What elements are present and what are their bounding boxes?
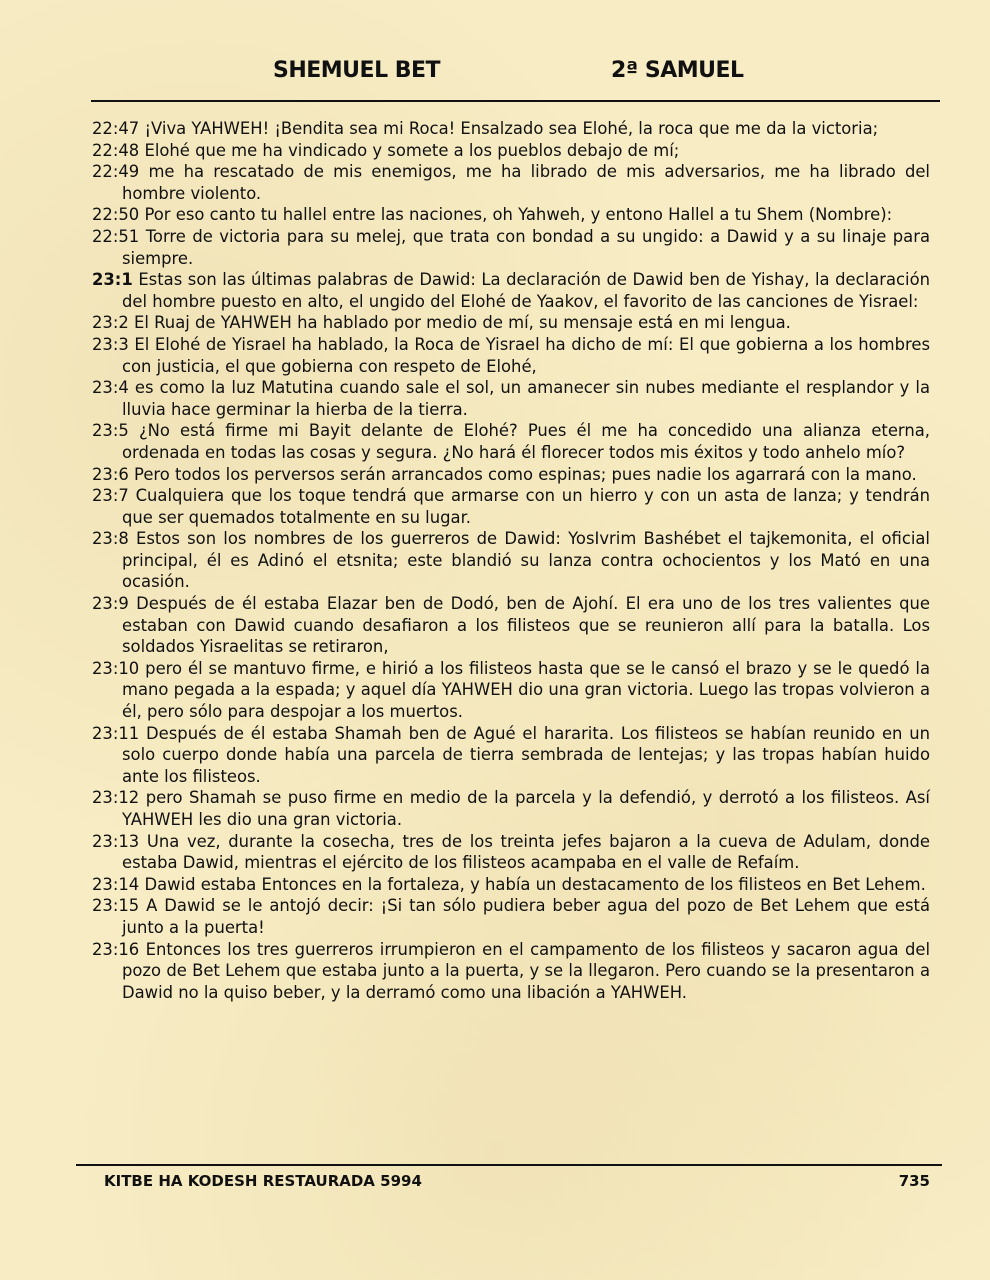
page-number: 735 <box>898 1172 930 1190</box>
verse-text: Una vez, durante la cosecha, tres de los treinta jefes bajaron a la cueva de Adulam, donde estaba Dawid, mientras el ejército de los filisteos acampaba en el valle de Refaím. <box>122 831 930 873</box>
verse-text: Por eso canto tu hallel entre las naciones, oh Yahweh, y entono Hallel a tu Shem (Nombre): <box>144 205 893 225</box>
verse-reference: 23:8 <box>92 529 129 549</box>
verse-reference: 23:11 <box>92 723 140 743</box>
verse-text: pero él se mantuvo firme, e hirió a los filisteos hasta que se le cansó el brazo y se le quedó la mano pegada a la espada; y aquel día YAHWEH dio una gran victoria. Luego las tropas volvieron a él, pero sólo para despojar a los muertos. <box>122 658 930 722</box>
verse-reference: 23:13 <box>92 831 140 851</box>
verse-text: Cualquiera que los toque tendrá que armarse con un hierro y con un asta de lanza; y tendrán que ser quemados totalmente en su lugar. <box>122 486 930 527</box>
verse <box>92 420 930 463</box>
verse-reference: 23:16 <box>92 939 140 959</box>
verse-reference: 22:47 <box>92 119 140 138</box>
verse <box>92 723 930 788</box>
verse-text: ¡Viva YAHWEH! ¡Bendita sea mi Roca! Ensalzado sea Elohé, la roca que me da la victoria; <box>144 119 879 138</box>
verse <box>92 269 930 312</box>
running-title-spanish: 2ª SAMUEL <box>611 58 744 83</box>
verse-reference: 22:51 <box>92 226 140 246</box>
verse-text: El Elohé de Yisrael ha hablado, la Roca de Yisrael ha dicho de mí: El que gobierna a los hombres con justicia, el que gobierna con respeto de Elohé, <box>122 334 930 376</box>
verse <box>92 831 930 874</box>
verse-text: Dawid estaba Entonces en la fortaleza, y había un destacamento de los filisteos en Bet Lehem. <box>144 874 926 894</box>
verse-reference: 23:4 <box>92 378 129 398</box>
page-header <box>0 58 990 92</box>
verse <box>92 118 930 140</box>
verse <box>92 874 930 896</box>
verse-text: Estos son los nombres de los guerreros de Dawid: YosIvrim Bashébet el tajkemonita, el oficial principal, él es Adinó el etsnita; este blandió su lanza contra ochocientos y los Mató en una ocasión. <box>122 529 930 592</box>
verse-text: Elohé que me ha vindicado y somete a los pueblos debajo de mí; <box>144 140 680 160</box>
verse <box>92 161 930 204</box>
running-title-hebrew: SHEMUEL BET <box>273 58 441 83</box>
verse <box>92 787 930 830</box>
verse-text: Estas son las últimas palabras de Dawid: La declaración de Dawid ben de Yishay, la declaración del hombre puesto en alto, el ungido del Elohé de Yaakov, el favorito de las canciones de Yisrael: <box>122 270 930 311</box>
verse-reference: 22:48 <box>92 140 140 160</box>
verse-text: El Ruaj de YAHWEH ha hablado por medio de mí, su mensaje está en mi lengua. <box>134 313 791 333</box>
verse-reference: 23:10 <box>92 658 140 678</box>
verse <box>92 485 930 528</box>
verse-reference: 23:7 <box>92 486 129 506</box>
verse <box>92 226 930 269</box>
verse <box>92 593 930 658</box>
verse <box>92 312 930 334</box>
verse-text: ¿No está firme mi Bayit delante de Elohé? Pues él me ha concedido una alianza eterna, ordenada en todas las cosas y segura. ¿No hará él florecer todos mis éxitos y todo anhelo mío? <box>122 421 931 462</box>
verse <box>92 204 930 226</box>
verse <box>92 939 930 1004</box>
verse <box>92 528 930 593</box>
header-rule <box>91 100 940 102</box>
verse-text: es como la luz Matutina cuando sale el sol, un amanecer sin nubes mediante el resplandor y la lluvia hace germinar la hierba de la tierra. <box>122 378 930 419</box>
verse-text: A Dawid se le antojó decir: ¡Si tan sólo pudiera beber agua del pozo de Bet Lehem que está junto a la puerta! <box>122 896 931 937</box>
verse-reference: 23:9 <box>92 594 129 614</box>
verse-reference: 23:15 <box>92 896 140 916</box>
verse-reference: 23:6 <box>92 464 129 484</box>
verse-reference: 22:49 <box>92 162 140 182</box>
verse-reference: 23:3 <box>92 334 129 354</box>
verse <box>92 377 930 420</box>
verse-reference: 23:14 <box>92 874 140 894</box>
verse-text: Entonces los tres guerreros irrumpieron en el campamento de los filisteos y sacaron agua del pozo de Bet Lehem que estaba junto a la puerta, y se la llegaron. Pero cuando se la presentaron a Dawid no la quiso beber, y la derramó como una libación a YAHWEH. <box>122 939 931 1002</box>
verse-text: Pero todos los perversos serán arrancados como espinas; pues nadie los agarrará con la mano. <box>134 464 917 484</box>
verse <box>92 895 930 938</box>
verse-reference: 23:12 <box>92 788 140 808</box>
verse <box>92 140 930 162</box>
verse-reference: 23:1 <box>92 270 133 290</box>
verse-list <box>92 118 930 1003</box>
verse-text: Torre de victoria para su melej, que trata con bondad a su ungido: a Dawid y a su linaje para siempre. <box>122 226 930 268</box>
verse-reference: 22:50 <box>92 205 140 225</box>
verse-text: Después de él estaba Elazar ben de Dodó, ben de Ajohí. El era uno de los tres valientes que estaban con Dawid cuando desafiaron a los filisteos que se reunieron allí para la batalla. Los soldados Yisraelitas se retiraron, <box>122 594 930 657</box>
footer-rule <box>76 1164 942 1166</box>
verse <box>92 334 930 377</box>
verse-reference: 23:5 <box>92 421 129 441</box>
verse-reference: 23:2 <box>92 313 129 333</box>
verse-text: Después de él estaba Shamah ben de Agué el hararita. Los filisteos se habían reunido en un solo cuerpo donde había una parcela de tierra sembrada de lentejas; y las tropas habían huido ante los filisteos. <box>122 723 930 786</box>
footer-book-title: KITBE HA KODESH RESTAURADA 5994 <box>104 1172 422 1190</box>
verse-text: me ha rescatado de mis enemigos, me ha librado de mis adversarios, me ha librado del hombre violento. <box>122 162 930 203</box>
verse <box>92 464 930 486</box>
verse <box>92 658 930 723</box>
verse-text: pero Shamah se puso firme en medio de la parcela y la defendió, y derrotó a los filisteos. Así YAHWEH les dio una gran victoria. <box>122 788 930 829</box>
